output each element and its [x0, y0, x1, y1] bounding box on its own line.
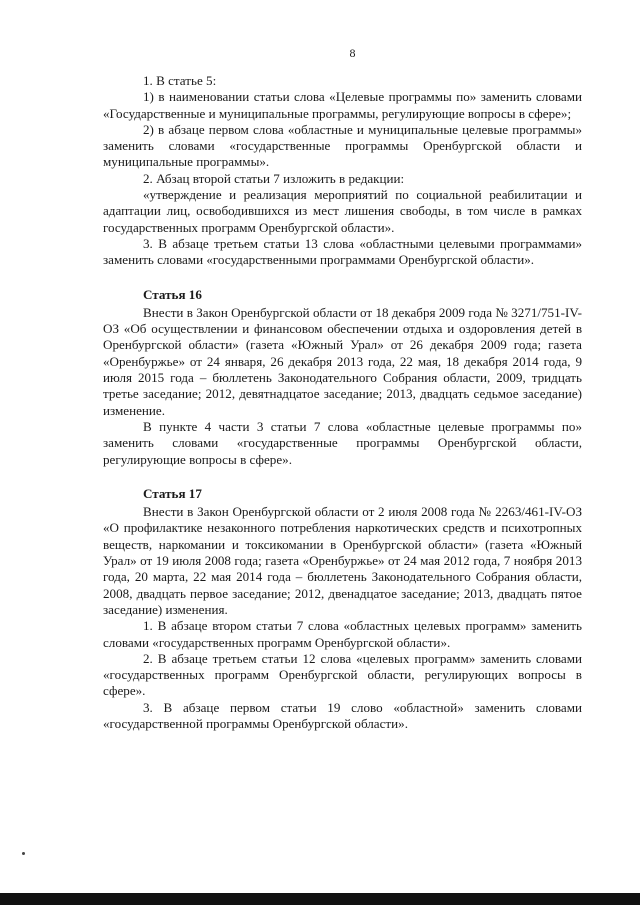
article-16: [103, 287, 582, 468]
scan-bottom-edge: [0, 893, 640, 905]
paragraph: 1. В статье 5:: [143, 73, 217, 88]
paragraph: 2) в абзаце первом слова «областные и муниципальные целевые программы» заменить словами «государственные программы Оренбургской области и муниципальные программы».: [103, 121, 582, 170]
article-5-amendments: [103, 73, 582, 269]
paragraph: Внести в Закон Оренбургской области от 18 декабря 2009 года № 3271/751-IV-ОЗ «Об осуществлении и финансовом обеспечении отдыха и оздоровления детей в Оренбургской области» (газета «Южный Урал» от 26 декабря 2009 года; газета «Оренбуржье» от 24 января, 26 декабря 2013 года, 22 мая, 18 декабря 2014 года, 9 июля 2015 года – бюллетень Законодательного Собрания области, 2009, тридцать третье заседание; 2012, девятнадцатое заседание; 2013, двадцать седьмое заседание) изменение.: [103, 304, 582, 418]
paragraph: Внести в Закон Оренбургской области от 2 июля 2008 года № 2263/461-IV-ОЗ «О профилактике незаконного потребления наркотических средств и психотропных веществ, наркомании и токсикомании в Оренбургской области» (газета «Южный Урал» от 19 июля 2008 года; газета «Оренбуржье» от 24 мая 2012 года, 7 ноября 2013 года, 20 марта, 22 мая 2014 года – бюллетень Законодательного Собрания области, 2008, двадцать первое заседание; 2012, двенадцатое заседание; 2013, двадцать пятое заседание) изменения.: [103, 504, 582, 617]
article-heading: Статья 17: [143, 485, 202, 501]
paragraph: 1) в наименовании статьи слова «Целевые программы по» заменить словами «Государственные и муниципальные программы, регулирующие вопросы в сфере»;: [103, 89, 582, 121]
paragraph: 2. В абзаце третьем статьи 12 слова «целевых программ» заменить словами «государственных программ Оренбургской области, регулирующих вопросы в сфере».: [103, 650, 582, 699]
scan-speck: [22, 852, 25, 855]
paragraph: 3. В абзаце третьем статьи 13 слова «областными целевыми программами» заменить словами «государственными программами Оренбургской области».: [103, 235, 582, 268]
article-17: [103, 486, 582, 732]
paragraph: 3. В абзаце первом статьи 19 слово «областной» заменить словами «государственной программы Оренбургской области».: [103, 699, 582, 731]
page-number: 8: [349, 46, 356, 60]
paragraph: «утверждение и реализация мероприятий по социальной реабилитации и адаптации лиц, освободившихся из мест лишения свободы, в том числе в рамках государственных программ Оренбургской области».: [103, 187, 582, 235]
article-heading: Статья 16: [143, 286, 202, 302]
paragraph: В пункте 4 части 3 статьи 7 слова «областные целевые программы по» заменить словами «государственные программы Оренбургской области, регулирующие вопросы в сфере».: [103, 418, 582, 467]
paragraph: 1. В абзаце втором статьи 7 слова «областных целевых программ» заменить словами «государственных программ Оренбургской области».: [103, 618, 582, 650]
paragraph: 2. Абзац второй статьи 7 изложить в редакции:: [143, 170, 405, 186]
